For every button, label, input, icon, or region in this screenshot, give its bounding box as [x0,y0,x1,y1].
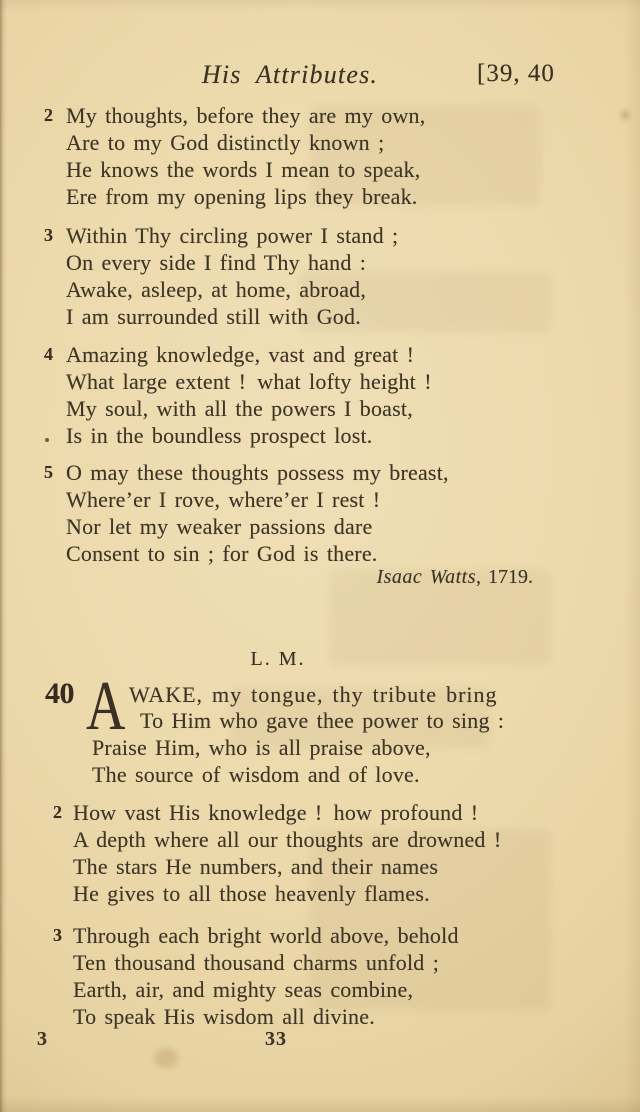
verse-line: Ere from my opening lips they break. [66,184,418,209]
verse-number: 5 [44,462,53,482]
verse-line: A depth where all our thoughts are drowned ! [73,827,502,852]
verse-line: He gives to all those heavenly flames. [73,881,430,906]
verse-line: On every side I find Thy hand : [66,250,367,275]
verse-line: Nor let my weaker passions dare [66,514,373,539]
hymn-number-reference: [39, 40 [477,60,555,87]
verse-line: O may these thoughts possess my breast, [66,460,449,485]
verse-line: Earth, air, and mighty seas combine, [73,977,414,1002]
verse-line: Where’er I rove, where’er I rest ! [66,487,381,512]
verse-number: 3 [53,925,62,945]
verse-line: My soul, with all the powers I boast, [66,396,413,421]
verse-line: WAKE, my tongue, thy tribute bring [129,682,498,707]
hymn-number: 40 [45,677,74,710]
verse-line: The source of wisdom and of love. [92,762,420,787]
attribution-year: , 1719. [476,566,533,588]
verse-number: 2 [53,802,62,822]
verse-line: To Him who gave thee power to sing : [140,708,505,733]
verse-line: Through each bright world above, behold [73,923,459,948]
verse-line: Awake, asleep, at home, abroad, [66,277,367,302]
signature-mark: 3 [37,1028,47,1050]
paper-stain [620,110,630,120]
verse-line: He knows the words I mean to speak, [66,157,421,182]
ink-speck [45,438,49,442]
verse-line: To speak His wisdom all divine. [73,1004,375,1029]
verse-number: 3 [44,225,53,245]
verse-line: Consent to sin ; for God is there. [66,541,378,566]
verse-line: Amazing knowledge, vast and great ! [66,342,415,367]
verse-line: Within Thy circling power I stand ; [66,223,399,248]
page-number: 33 [265,1028,287,1050]
drop-cap: A [86,668,126,745]
verse-number: 2 [44,105,53,125]
verse-line: Is in the boundless prospect lost. [66,423,373,448]
verse-line: What large extent ! what lofty height ! [66,369,432,394]
paper-stain [154,1048,178,1068]
meter-heading: L. M. [250,648,306,670]
verse-line: I am surrounded still with God. [66,304,361,329]
verse-line: My thoughts, before they are my own, [66,103,426,128]
verse-line: The stars He numbers, and their names [73,854,439,879]
running-title: His Attributes. [201,60,379,89]
verse-number: 4 [44,344,53,364]
verse-line: Are to my God distinctly known ; [66,130,385,155]
author-name: Isaac Watts [376,566,476,588]
verse-line: Praise Him, who is all praise above, [92,735,431,760]
verse-line: How vast His knowledge ! how profound ! [73,800,479,825]
verse-line: Ten thousand thousand charms unfold ; [73,950,440,975]
author-attribution [0,564,533,590]
